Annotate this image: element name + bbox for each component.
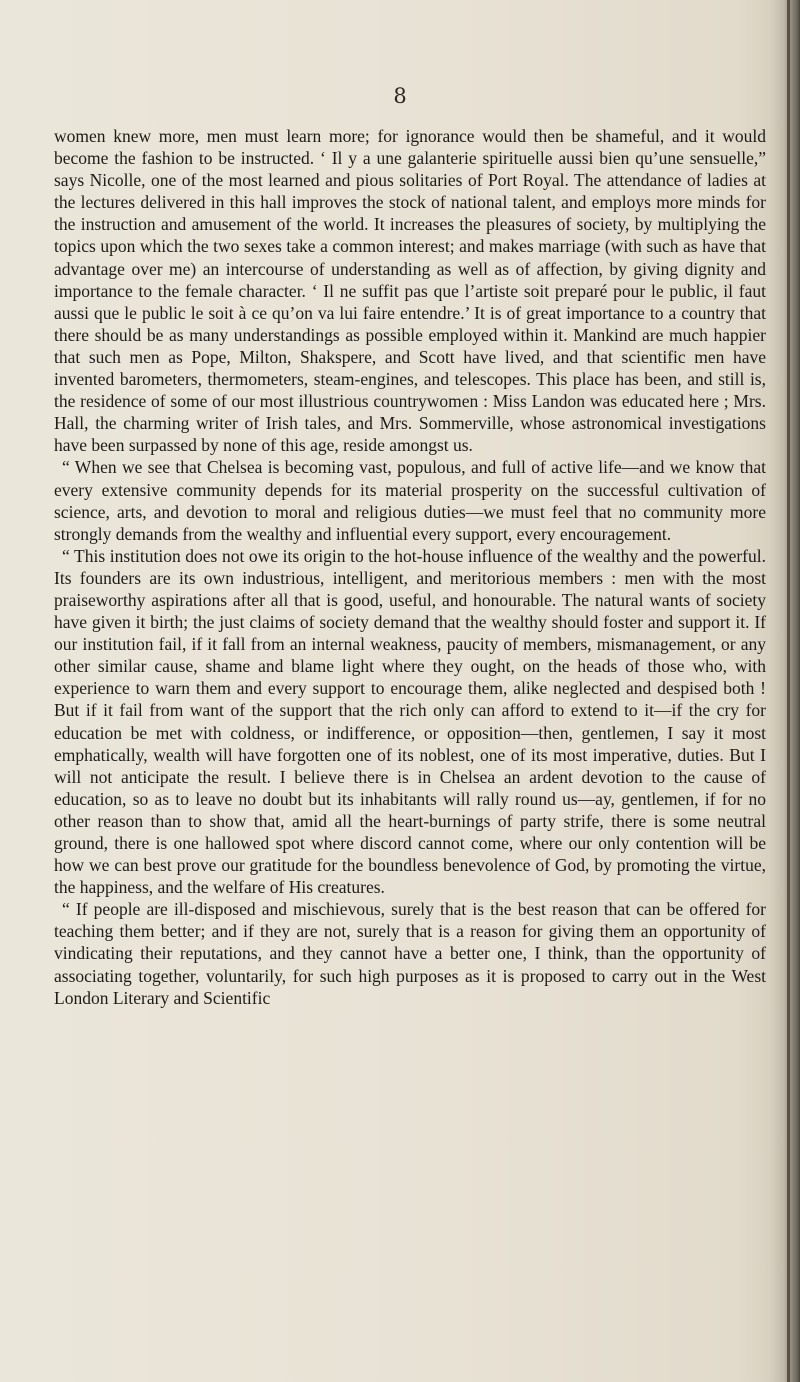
paragraph-1: women knew more, men must learn more; for ignorance would then be shameful, and it would become the fashion to be instructed. ‘ Il y a une galanterie spirituelle aussi bien qu’une sensuelle,” says Nicolle, one of the most learned and pious solitaries of Port Royal. The attendance of ladies at the lectures delivered in this hall improves the stock of national talent, and employs more minds for the instruction and amusement of the world. It increases the pleasures of society, by multiplying the topics upon which the two sexes take a common interest; and makes marriage (with such as have that advantage over me) an intercourse of understanding as well as of affection, by giving dignity and importance to the female character. ‘ Il ne suffit pas que l’artiste soit preparé pour le public, il faut aussi que le public le soit à ce qu’on va lui faire entendre.’ It is of great importance to a country that there should be as many understandings as possible employed within it. Mankind are much happier that such men as Pope, Milton, Shakspere, and Scott have lived, and that scientific men have invented barometers, thermometers, steam-engines, and telescopes. This place has been, and still is, the residence of some of our most illustrious countrywomen : Miss Landon was educated here ; Mrs. Hall, the charming writer of Irish tales, and Mrs. Sommerville, whose astronomical investigations have been surpassed by none of this age, reside amongst us. <box>54 126 766 456</box>
paragraph-4: “ If people are ill-disposed and mischievous, surely that is the best reason that can be offered for teaching them better; and if they are not, surely that is a reason for giving them an opportunity of vindicating their reputations, and they cannot have a better one, I think, than the opportunity of associating together, voluntarily, for such high purposes as it is proposed to carry out in the West London Literary and Scientific <box>54 899 766 1008</box>
paragraph-3: “ This institution does not owe its origin to the hot-house influence of the wealthy and the powerful. Its founders are its own industrious, intelligent, and meritorious members : men with the most praiseworthy aspirations after all that is good, useful, and honourable. The natural wants of society have given it birth; the just claims of society demand that the wealthy should foster and support it. If our institution fail, if it fall from an internal weakness, paucity of members, mismanagement, or any other similar cause, shame and blame light where they ought, on the heads of those who, with experience to warn them and every support to encourage them, alike neglected and despised both ! But if it fail from want of the support that the rich only can afford to extend to it—if the cry for education be met with coldness, or indifference, or opposition—then, gentlemen, I say it most emphatically, wealth will have forgotten one of its noblest, one of its most imperative, duties. But I will not anticipate the result. I believe there is in Chelsea an ardent devotion to the cause of education, so as to leave no doubt but its inhabitants will rally round us—ay, gentlemen, if for no other reason than to show that, amid all the heart-burnings of party strife, there is some neutral ground, there is one hallowed spot where discord cannot come, where our only contention will be how we can best prove our gratitude for the boundless benevolence of God, by promoting the virtue, the happiness, and the welfare of His creatures. <box>54 545 766 898</box>
page-number: 8 <box>393 84 407 108</box>
paragraph-2: “ When we see that Chelsea is becoming vast, populous, and full of active life—and we know that every extensive community depends for its material prosperity on the successful cultivation of science, arts, and devotion to moral and religious duties—we must feel that no community more strongly demands from the wealthy and influential every support, every encouragement. <box>54 457 766 544</box>
page-edge-shadow <box>770 0 800 1382</box>
page-edge-line <box>787 0 790 1382</box>
body-text <box>54 125 766 1009</box>
